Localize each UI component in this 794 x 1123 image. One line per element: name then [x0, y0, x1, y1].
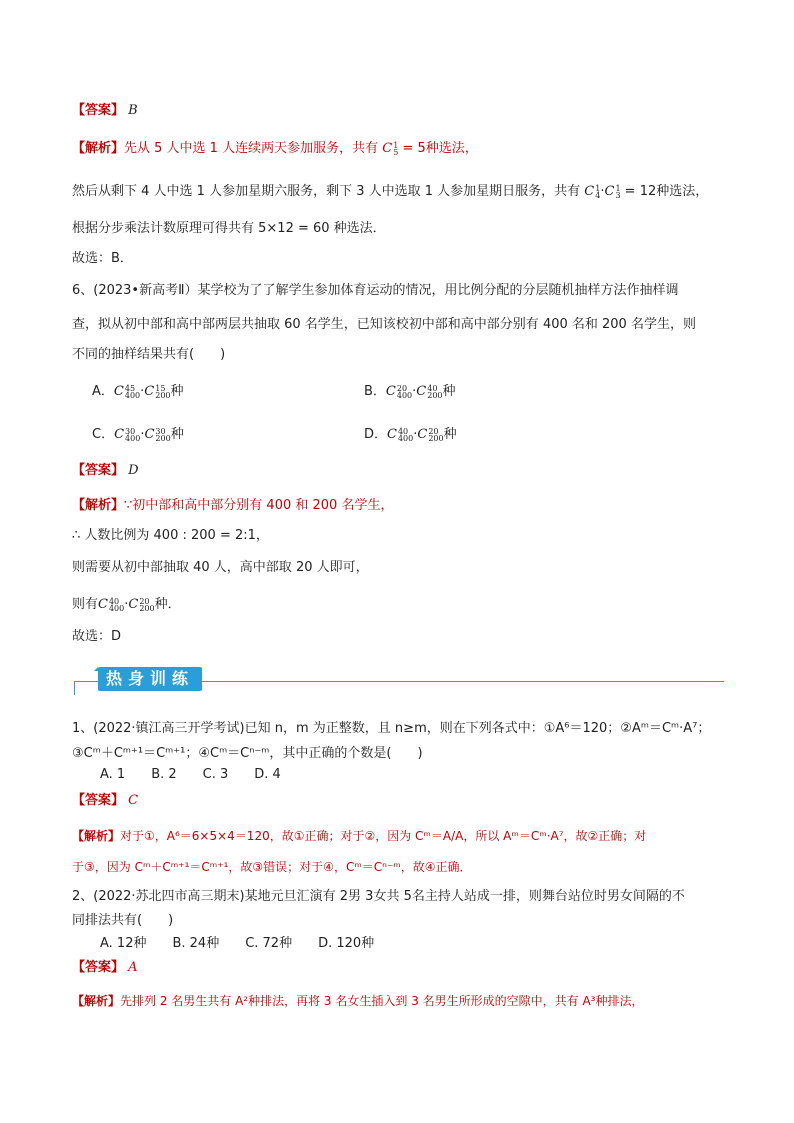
answer-tag: 【答案】: [72, 103, 125, 118]
section-header: [74, 667, 724, 697]
warmup-2-analysis-1: 【解析】先排列 2 名男生共有 A²种排法，再将 3 名女生插入到 3 名男生所形成的空隙中，共有 A³种排法，: [72, 994, 644, 1008]
question-6-line-3: 不同的抽样结果共有( ): [72, 347, 226, 362]
answer-value: A: [128, 960, 138, 975]
answer-line-1: [72, 102, 138, 120]
option-a[interactable]: A．C45 400·C15 200种: [92, 383, 184, 400]
analysis-tag: 【解析】: [72, 141, 125, 156]
analysis-text: 先从 5 人中选 1 人连续两天参加服务，共有: [124, 141, 379, 156]
option-c[interactable]: C．C30 400·C30 200种: [92, 426, 184, 443]
answer-line-6: 【答案】 D: [72, 463, 139, 478]
section-tick: [74, 681, 75, 695]
answer-value: B: [128, 103, 138, 118]
section-title: 热身训练: [105, 669, 194, 688]
answer-value: D: [128, 463, 139, 478]
analysis-line-3: 根据分步乘法计数原理可得共有 5×12 = 60 种选法．: [72, 221, 386, 236]
analysis-line-4: 故选：B．: [72, 251, 133, 266]
warmup-2-answer: 【答案】 A: [72, 960, 138, 975]
warmup-1-analysis-2: 于③，因为 Cᵐ＋Cᵐ⁺¹＝Cᵐ⁺¹，故③错误；对于④，Cᵐ＝Cⁿ⁻ᵐ，故④正确．: [72, 860, 472, 874]
analysis-line-1: 【解析】先从 5 人中选 1 人连续两天参加服务，共有 C1 5 = 5种选法，: [72, 140, 478, 157]
warmup-1-line-2: ③Cᵐ＋Cᵐ⁺¹＝Cᵐ⁺¹；④Cᵐ＝Cⁿ⁻ᵐ，其中正确的个数是( ): [72, 746, 423, 761]
option-d[interactable]: D．C40 400·C20 200种: [364, 426, 457, 443]
analysis-6-line-5: 故选：D: [72, 629, 122, 644]
warmup-1-answer: 【答案】 C: [72, 793, 139, 808]
analysis-6-line-2: ∴ 人数比例为 400 : 200 = 2:1，: [72, 528, 269, 543]
analysis-6-line-1: 【解析】∵初中部和高中部分别有 400 和 200 名学生，: [72, 498, 394, 513]
question-6-line-2: 查，拟从初中部和高中部两层共抽取 60 名学生，已知该校初中部和高中部分别有 400 名和 200 名学生，则: [72, 317, 696, 332]
analysis-6-line-3: 则需要从初中部抽取 40 人，高中部取 20 人即可，: [72, 560, 369, 575]
warmup-1-line-1: 1、(2022·镇江高三开学考试)已知 n，m 为正整数，且 n≥m，则在下列各式中：①A⁶＝120；②Aᵐ＝Cᵐ·A⁷；: [72, 721, 711, 736]
warmup-2-options: A. 12种 B. 24种 C. 72种 D. 120种: [100, 936, 375, 951]
section-badge: [98, 667, 202, 691]
question-6-line-1: 6、(2023•新高考Ⅱ）某学校为了了解学生参加体育运动的情况，用比例分配的分层随机抽样方法作抽样调: [72, 283, 679, 298]
warmup-2-line-2: 同排法共有( ): [72, 913, 174, 928]
warmup-1-analysis-1: 【解析】对于①，A⁶＝6×5×4＝120，故①正确；对于②，因为 Cᵐ＝A/A，所以 Aᵐ＝Cᵐ·A⁷，故②正确；对: [72, 829, 647, 843]
answer-value: C: [128, 793, 139, 808]
option-b[interactable]: B．C20 400·C40 200种: [364, 383, 456, 400]
analysis-line-2: 然后从剩下 4 人中选 1 人参加星期六服务，剩下 3 人中选取 1 人参加星期日服务，共有 C1 4·C1 3 = 12种选法，: [72, 183, 709, 200]
warmup-1-options: A. 1 B. 2 C. 3 D. 4: [100, 767, 281, 782]
warmup-2-line-1: 2、(2022·苏北四市高三期末)某地元旦汇演有 2男 3女共 5名主持人站成一排，则舞台站位时男女间隔的不: [72, 889, 685, 904]
analysis-6-line-4: 则有C40 400·C20 200种．: [72, 596, 181, 613]
